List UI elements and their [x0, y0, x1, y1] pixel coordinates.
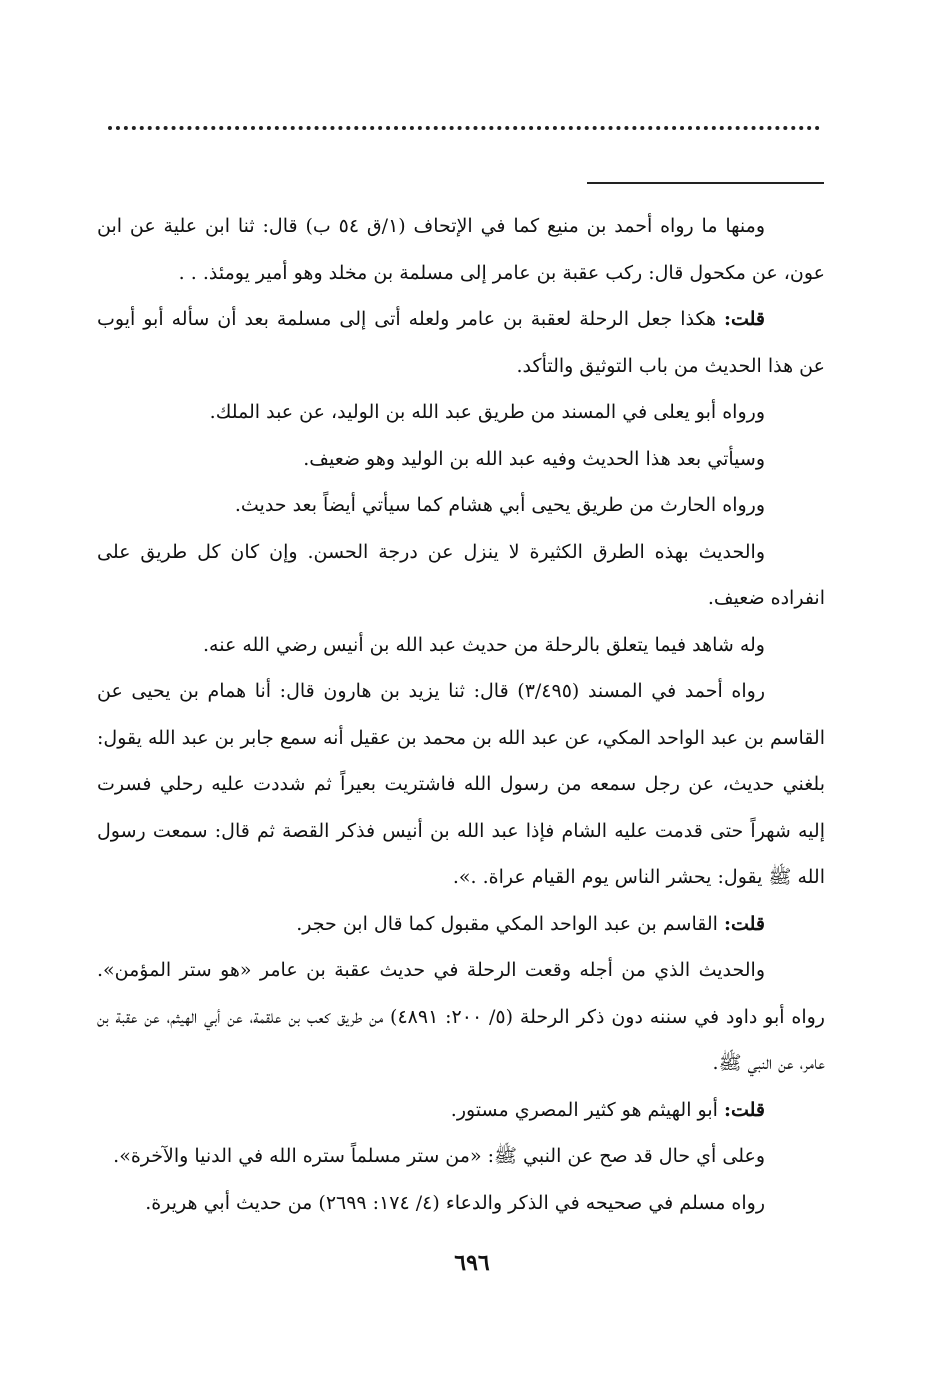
paragraph-4: [97, 436, 825, 483]
paragraph-9: [97, 901, 825, 948]
paragraph-text: هكذا جعل الرحلة لعقبة بن عامر ولعله أتى إلى مسلمة بعد أن سأله أبو أيوب عن هذا الحديث من باب التوثيق والتأكد.: [97, 308, 825, 377]
footnote-body: [97, 203, 825, 1226]
qult-label: قلت:: [723, 912, 765, 935]
paragraph-text: أبو الهيثم هو كثير المصري مستور.: [450, 1098, 724, 1121]
paragraph-5: [97, 482, 825, 529]
paragraph-text: ورواه أبو يعلى في المسند من طريق عبد الله بن الوليد، عن عبد الملك.: [209, 401, 765, 423]
paragraph-3: [97, 389, 825, 436]
paragraph-text: ومنها ما رواه أحمد بن منيع كما في الإتحاف (١/ق ٥٤ ب) قال: ثنا ابن علية عن ابن عون، عن مكحول قال: ركب عقبة بن عامر إلى مسلمة بن مخلد وهو أمير يومئذ. . .: [97, 215, 825, 284]
page-number: ٦٩٦: [454, 1250, 490, 1276]
paragraph-text: رواه مسلم في صحيحه في الذكر والدعاء (٤/ ١٧٤: ٢٦٩٩) من حديث أبي هريرة.: [145, 1191, 765, 1214]
paragraph-text: ورواه الحارث من طريق يحيى أبي هشام كما سيأتي أيضاً بعد حديث.: [234, 494, 765, 516]
paragraph-11: [97, 1087, 825, 1134]
paragraph-8: [97, 668, 825, 901]
paragraph-7: [97, 622, 825, 669]
paragraph-text: والحديث بهذه الطرق الكثيرة لا ينزل عن درجة الحسن. وإن كان كل طريق على انفراده ضعيف.: [97, 540, 825, 609]
paragraph-text: رواه أحمد في المسند (٣/٤٩٥) قال: ثنا يزيد بن هارون قال: أنا همام بن يحيى عن القاسم بن عبد الواحد المكي، عن عبد الله بن محمد بن عقيل أنه سمع جابر بن عبد الله يقول: بلغني حديث، عن رجل سمعه من رسول الله فاشتريت بعيراً ثم شددت عليه رحلي فسرت إليه شهراً حتى قدمت عليه الشام فإذا عبد الله بن أنيس فذكر القصة ثم قال: سمعت رسول الله ﷺ يقول: يحشر الناس يوم القيام عراة. .».: [97, 680, 825, 888]
footnote-rule: [587, 182, 824, 184]
dotted-separator: [108, 126, 820, 130]
paragraph-text: وعلى أي حال قد صح عن النبي ﷺ: «من ستر مسلماً ستره الله في الدنيا والآخرة».: [113, 1145, 765, 1167]
paragraph-text: القاسم بن عبد الواحد المكي مقبول كما قال ابن حجر.: [296, 912, 724, 935]
paragraph-6: [97, 529, 825, 622]
paragraph-text: وله شاهد فيما يتعلق بالرحلة من حديث عبد الله بن أنيس رضي الله عنه.: [202, 633, 765, 656]
paragraph-text: وسيأتي بعد هذا الحديث وفيه عبد الله بن الوليد وهو ضعيف.: [303, 447, 765, 470]
qult-label: قلت:: [723, 1098, 765, 1121]
paragraph-text: والحديث الذي من أجله وقعت الرحلة في حديث عقبة بن عامر «هو ستر المؤمن». رواه أبو داود في سننه دون ذكر الرحلة (٥/ ٢٠٠: ٤٨٩١) من طريق كعب بن علقمة، عن أبي الهيثم، عن عقبة بن عامر، عن النبي ﷺ.: [97, 959, 825, 1074]
paragraph-10: [97, 947, 825, 1087]
paragraph-2: [97, 296, 825, 389]
paragraph-13: [97, 1180, 825, 1227]
paragraph-12: [97, 1133, 825, 1180]
paragraph-1: [97, 203, 825, 296]
qult-label: قلت:: [723, 308, 765, 330]
